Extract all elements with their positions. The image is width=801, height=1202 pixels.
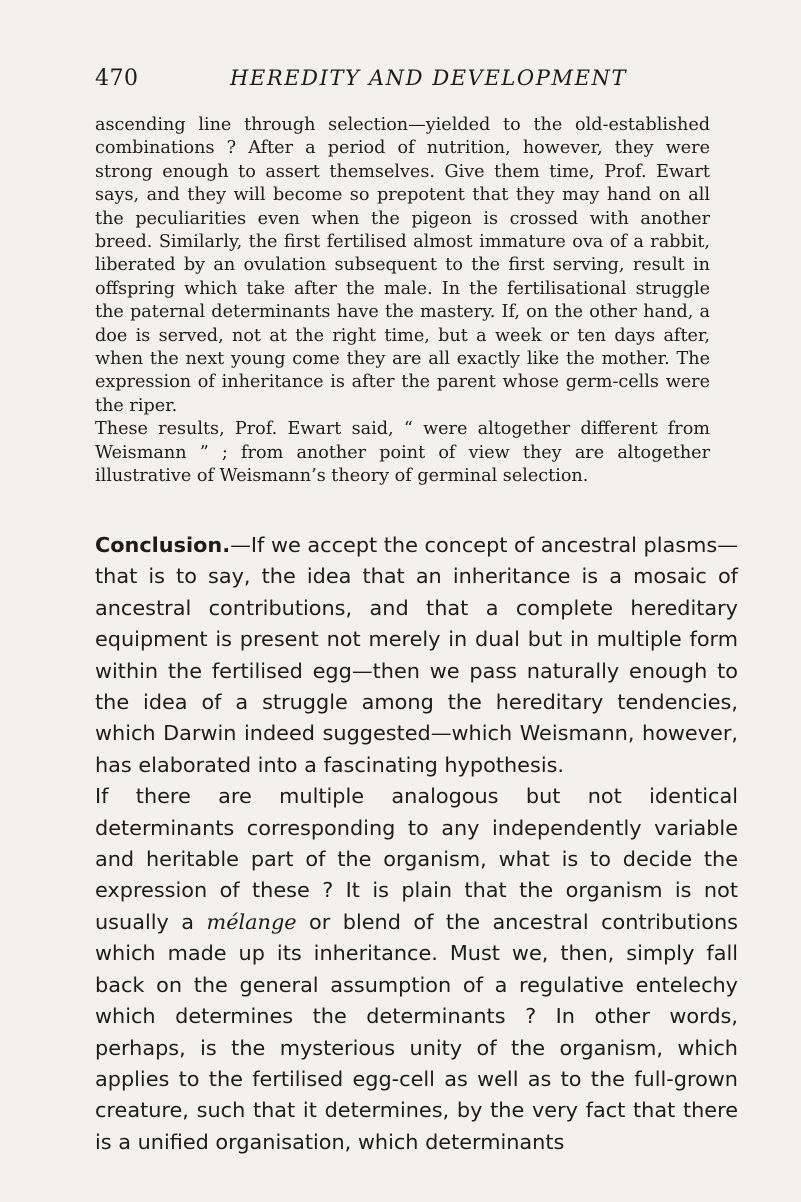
- paragraph: [95, 530, 738, 781]
- paragraph: [95, 781, 738, 1158]
- conclusion-section: [95, 530, 738, 1158]
- paragraph: ascending line through selection—yielded to the old-established combinations ? After a period of nutrition, however, they were strong enough to assert themselves. Give them time, Prof. Ewart says, and they will become so prepotent that they may hand on all the peculiarities even when the pigeon is crossed with another breed. Similarly, the first fertilised almost immature ova of a rabbit, liberated by an ovulation subsequent to the first serving, result in offspring which take after the male. In the fertilisational struggle the paternal determinants have the mastery. If, on the other hand, a doe is served, not at the right time, but a week or ten days after, when the next young come they are all exactly like the mother. The expression of inheritance is after the parent whose germ-cells were the riper.: [95, 115, 710, 416]
- italic-word: mélange: [206, 909, 297, 934]
- passage-small-print: [95, 114, 710, 489]
- paragraph-text: or blend of the ancestral contributions which made up its inheritance. Must we, then, simply fall back on the general assumption of a regulative entelechy which determines the determinants ? In other words, perhaps, is the mysterious unity of the organism, which applies to the fertilised egg-cell as well as to the full-grown creature, such that it determines, by the very fact that there is a unified organisation, which determinants: [95, 909, 738, 1154]
- page-number: 470: [95, 66, 139, 91]
- paragraph-text: —If we accept the concept of ancestral plasms—that is to say, the idea that an inheritance is a mosaic of ancestral contributions, and that a complete hereditary equipment is present not merely in dual but in multiple form within the fertilised egg—then we pass naturally enough to the idea of a struggle among the hereditary tendencies, which Darwin indeed suggested—which Weismann, however, has elaborated into a fascinating hypothesis.: [95, 533, 738, 777]
- section-heading: Conclusion.: [95, 533, 231, 557]
- paragraph-text: If there are multiple analogous but not identical determinants corresponding to any independently variable and heritable part of the organism, what is to decide the expression of these ? It is plain that the organism is not usually a: [95, 784, 738, 934]
- paragraph: These results, Prof. Ewart said, “ were altogether different from Weismann ” ; from another point of view they are altogether illustrative of Weismann’s theory of germinal selection.: [95, 419, 710, 487]
- page-header: [95, 60, 710, 100]
- running-title: HEREDITY AND DEVELOPMENT: [230, 66, 628, 90]
